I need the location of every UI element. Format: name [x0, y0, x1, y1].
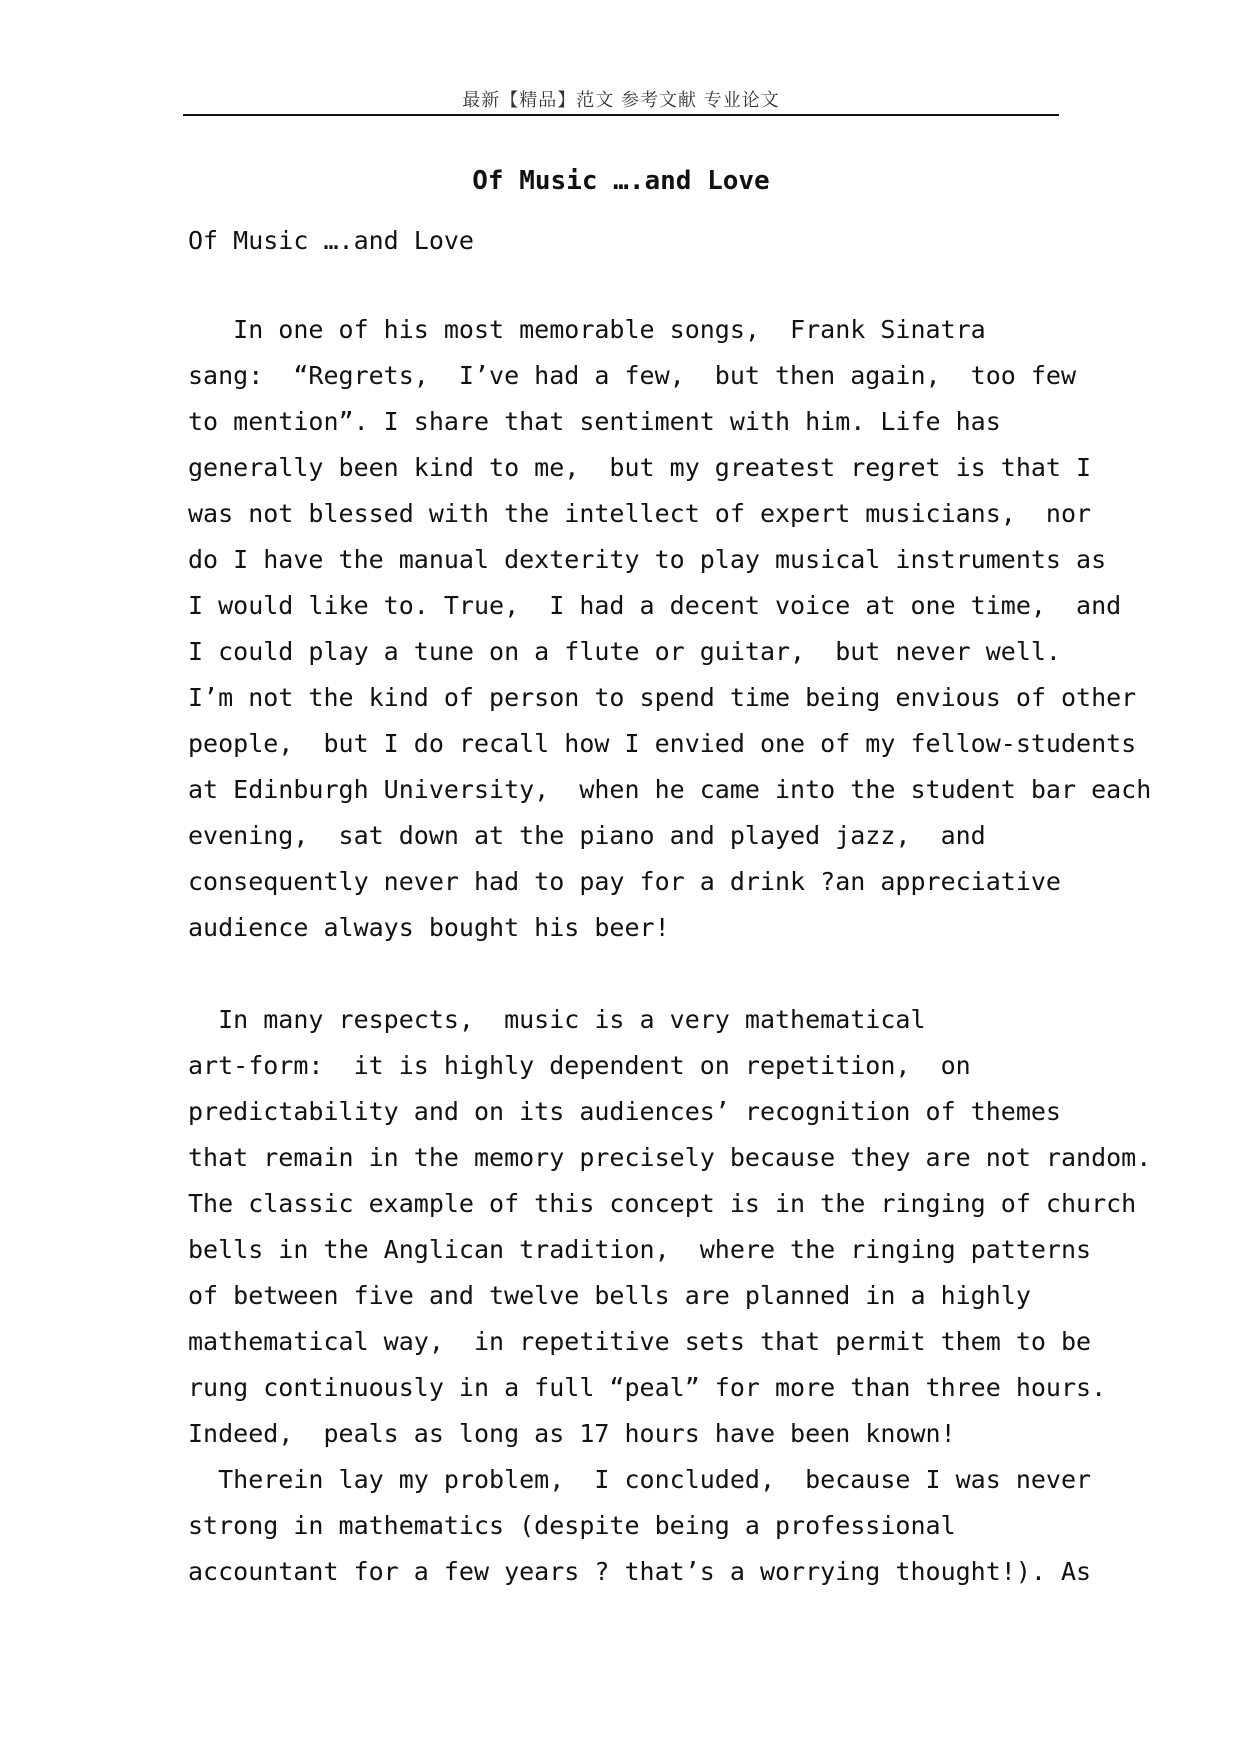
header-divider: [183, 114, 1059, 116]
body-line: was not blessed with the intellect of expert musicians, nor: [188, 499, 1092, 528]
body-line: that remain in the memory precisely because they are not random.: [188, 1143, 1152, 1172]
document-subtitle: Of Music ….and Love: [188, 226, 474, 255]
body-line: mathematical way, in repetitive sets that permit them to be: [188, 1327, 1092, 1356]
body-line: consequently never had to pay for a drink ?an appreciative: [188, 867, 1061, 896]
body-line: In many respects, music is a very mathematical: [188, 1005, 926, 1034]
body-line: I’m not the kind of person to spend time being envious of other: [188, 683, 1137, 712]
page-header: 最新【精品】范文 参考文献 专业论文: [462, 90, 780, 111]
body-line: evening, sat down at the piano and played jazz, and: [188, 821, 986, 850]
body-line: generally been kind to me, but my greatest regret is that I: [188, 453, 1092, 482]
body-line: art-form: it is highly dependent on repetition, on: [188, 1051, 971, 1080]
body-line: accountant for a few years ? that’s a worrying thought!). As: [188, 1557, 1092, 1586]
document-title: Of Music ….and Love: [472, 166, 770, 196]
body-line: Therein lay my problem, I concluded, because I was never: [188, 1465, 1092, 1494]
body-line: to mention”. I share that sentiment with him. Life has: [188, 407, 1001, 436]
body-line: I could play a tune on a flute or guitar, but never well.: [188, 637, 1061, 666]
body-line: people, but I do recall how I envied one of my fellow-students: [188, 729, 1137, 758]
body-line: The classic example of this concept is in the ringing of church: [188, 1189, 1137, 1218]
body-line: do I have the manual dexterity to play musical instruments as: [188, 545, 1107, 574]
body-line: rung continuously in a full “peal” for more than three hours.: [188, 1373, 1107, 1402]
body-line: In one of his most memorable songs, Frank Sinatra: [188, 315, 986, 344]
body-line: sang: “Regrets, I’ve had a few, but then again, too few: [188, 361, 1077, 390]
body-line: strong in mathematics (despite being a professional: [188, 1511, 956, 1540]
body-line: audience always bought his beer!: [188, 913, 670, 942]
body-line: of between five and twelve bells are planned in a highly: [188, 1281, 1031, 1310]
body-line: predictability and on its audiences’ recognition of themes: [188, 1097, 1061, 1126]
body-line: at Edinburgh University, when he came into the student bar each: [188, 775, 1152, 804]
body-line: I would like to. True, I had a decent voice at one time, and: [188, 591, 1122, 620]
body-line: Indeed, peals as long as 17 hours have been known!: [188, 1419, 956, 1448]
body-line: bells in the Anglican tradition, where the ringing patterns: [188, 1235, 1092, 1264]
